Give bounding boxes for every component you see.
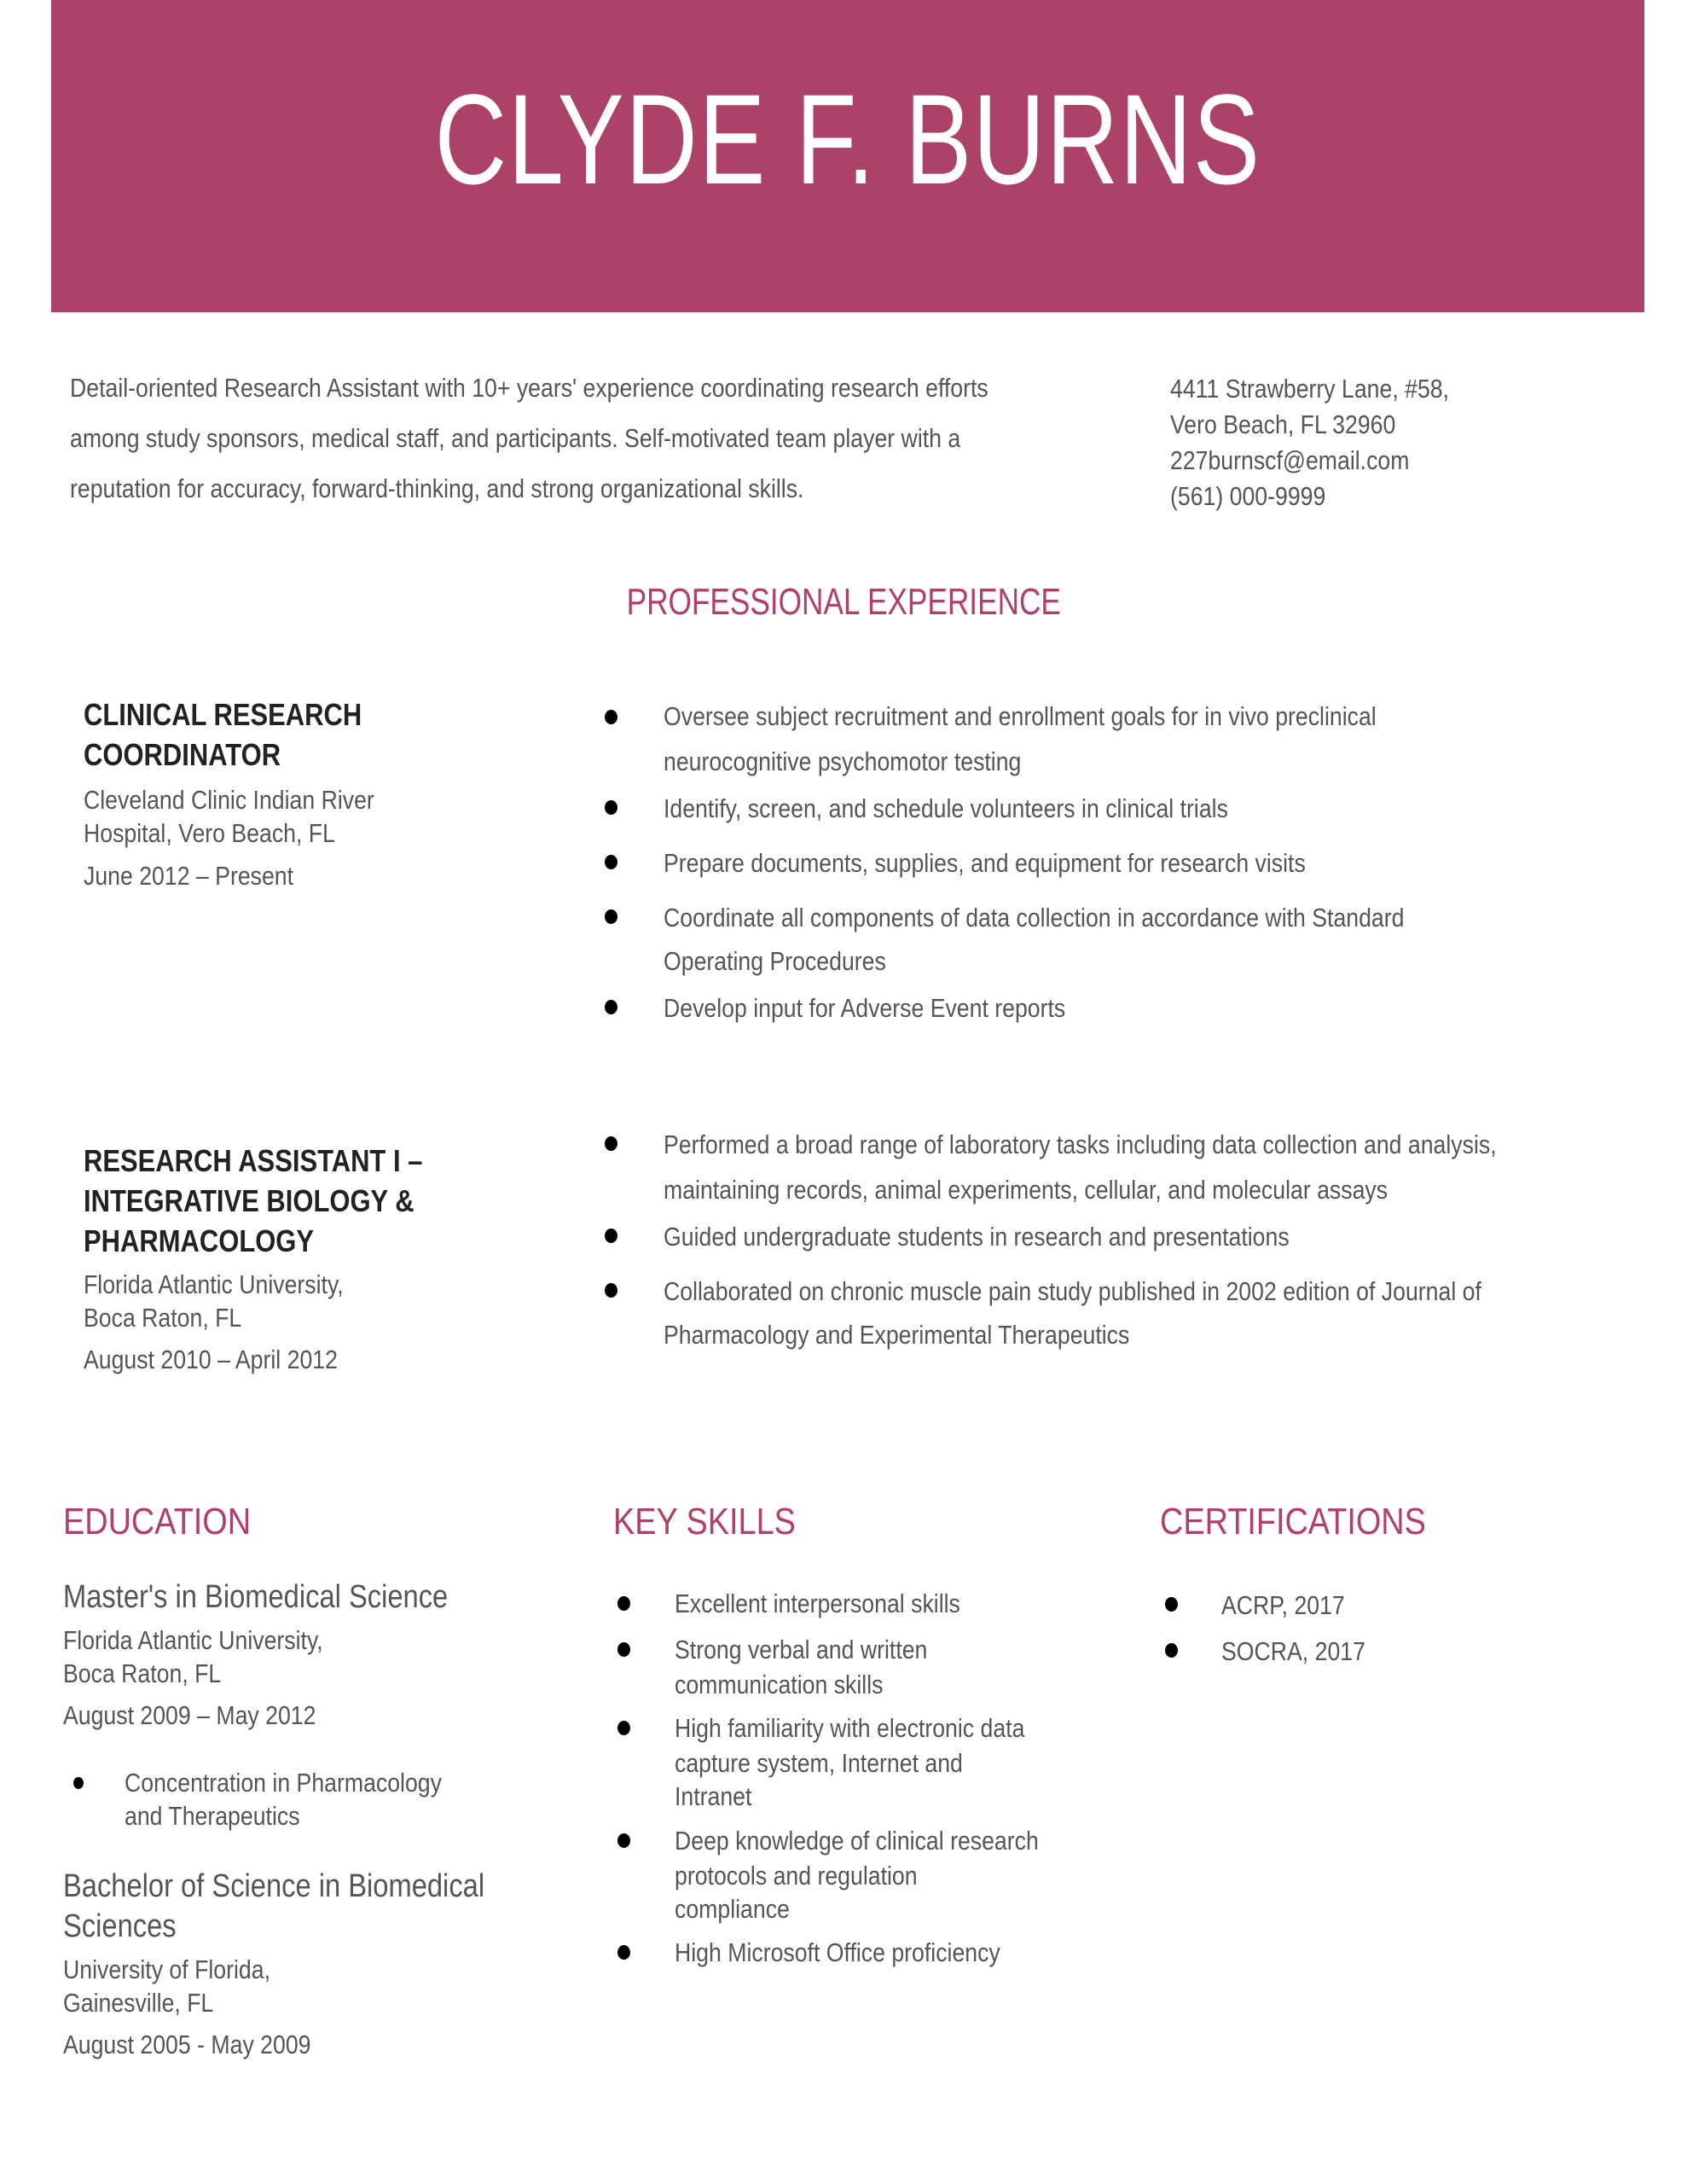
- school: Gainesville, FL: [63, 1988, 214, 2018]
- edu-bullet: and Therapeutics: [125, 1801, 300, 1831]
- bullet-icon: [605, 1283, 617, 1298]
- job-title: PHARMACOLOGY: [84, 1223, 315, 1258]
- job-bullet: Operating Procedures: [664, 946, 886, 976]
- job-bullet: Performed a broad range of laboratory tasks including data collection and analysis,: [664, 1130, 1497, 1159]
- summary-line: reputation for accuracy, forward-thinking, and strong organizational skills.: [70, 473, 804, 503]
- skill-item: capture system, Internet and: [675, 1748, 963, 1778]
- job-bullet: maintaining records, animal experiments, cellular, and molecular assays: [664, 1175, 1388, 1205]
- skill-item: High familiarity with electronic data: [675, 1713, 1025, 1743]
- summary-line: among study sponsors, medical staff, and participants. Self-motivated team player with a: [70, 423, 961, 453]
- job-bullet: Prepare documents, supplies, and equipment for research visits: [664, 848, 1306, 878]
- phone: (561) 000-9999: [1170, 481, 1326, 511]
- job-bullet: neurocognitive psychomotor testing: [664, 746, 1022, 776]
- school: Boca Raton, FL: [63, 1658, 222, 1688]
- job-org: Hospital, Vero Beach, FL: [84, 818, 335, 848]
- bullet-icon: [605, 1136, 617, 1151]
- school: Florida Atlantic University,: [63, 1625, 323, 1655]
- bullet-icon: [617, 1596, 630, 1611]
- bullet-icon: [605, 909, 617, 924]
- job-org: Boca Raton, FL: [84, 1303, 242, 1333]
- skill-item: protocols and regulation: [675, 1861, 918, 1891]
- bullet-icon: [605, 1000, 617, 1014]
- email: 227burnscf@email.com: [1170, 445, 1410, 475]
- certification-item: ACRP, 2017: [1221, 1590, 1345, 1620]
- bullet-icon: [617, 1642, 630, 1657]
- job-bullet: Pharmacology and Experimental Therapeutics: [664, 1320, 1130, 1350]
- address-line-2: Vero Beach, FL 32960: [1170, 410, 1396, 439]
- job-title: COORDINATOR: [84, 737, 281, 772]
- skill-item: Deep knowledge of clinical research: [675, 1826, 1039, 1856]
- job-bullet: Oversee subject recruitment and enrollment goals for in vivo preclinical: [664, 701, 1377, 731]
- bullet-icon: [605, 855, 617, 869]
- job-dates: August 2010 – April 2012: [84, 1345, 338, 1374]
- section-heading-education: EDUCATION: [63, 1501, 252, 1542]
- section-heading-certifications: CERTIFICATIONS: [1160, 1501, 1426, 1542]
- bullet-icon: [1165, 1597, 1178, 1612]
- job-org: Florida Atlantic University,: [84, 1269, 344, 1299]
- skill-item: High Microsoft Office proficiency: [675, 1937, 1000, 1967]
- bullet-icon: [617, 1945, 630, 1960]
- edu-dates: August 2005 - May 2009: [63, 2030, 311, 2059]
- bullet-icon: [73, 1777, 84, 1789]
- bullet-icon: [617, 1721, 630, 1735]
- skill-item: Excellent interpersonal skills: [675, 1589, 960, 1618]
- skill-item: compliance: [675, 1894, 790, 1924]
- job-dates: June 2012 – Present: [84, 861, 294, 891]
- job-bullet: Coordinate all components of data collection in accordance with Standard: [664, 903, 1405, 932]
- skill-item: Strong verbal and written: [675, 1635, 928, 1664]
- bullet-icon: [617, 1833, 630, 1848]
- degree: Master's in Biomedical Science: [63, 1579, 449, 1615]
- edu-dates: August 2009 – May 2012: [63, 1700, 316, 1730]
- candidate-name: CLYDE F. BURNS: [434, 67, 1261, 211]
- job-bullet: Collaborated on chronic muscle pain study published in 2002 edition of Journal of: [664, 1276, 1481, 1306]
- degree: Bachelor of Science in Biomedical: [63, 1868, 485, 1904]
- job-bullet: Develop input for Adverse Event reports: [664, 993, 1066, 1023]
- address-line-1: 4411 Strawberry Lane, #58,: [1170, 374, 1450, 404]
- bullet-icon: [605, 710, 617, 724]
- section-heading-experience: PROFESSIONAL EXPERIENCE: [626, 581, 1061, 623]
- edu-bullet: Concentration in Pharmacology: [125, 1768, 442, 1798]
- header-banner: [51, 0, 1644, 312]
- bullet-icon: [605, 800, 617, 815]
- job-title: INTEGRATIVE BIOLOGY &: [84, 1183, 415, 1218]
- bullet-icon: [1165, 1643, 1178, 1658]
- bullet-icon: [605, 1228, 617, 1243]
- skill-item: communication skills: [675, 1670, 884, 1699]
- job-bullet: Identify, screen, and schedule volunteers in clinical trials: [664, 793, 1228, 823]
- school: University of Florida,: [63, 1955, 270, 1984]
- section-heading-skills: KEY SKILLS: [613, 1501, 796, 1542]
- certification-item: SOCRA, 2017: [1221, 1636, 1365, 1666]
- skill-item: Intranet: [675, 1781, 752, 1811]
- job-bullet: Guided undergraduate students in research and presentations: [664, 1222, 1290, 1252]
- job-org: Cleveland Clinic Indian River: [84, 785, 374, 815]
- job-title: RESEARCH ASSISTANT I –: [84, 1143, 423, 1178]
- summary-line: Detail-oriented Research Assistant with 10+ years' experience coordinating research efforts: [70, 373, 988, 403]
- degree: Sciences: [63, 1908, 177, 1944]
- job-title: CLINICAL RESEARCH: [84, 697, 362, 732]
